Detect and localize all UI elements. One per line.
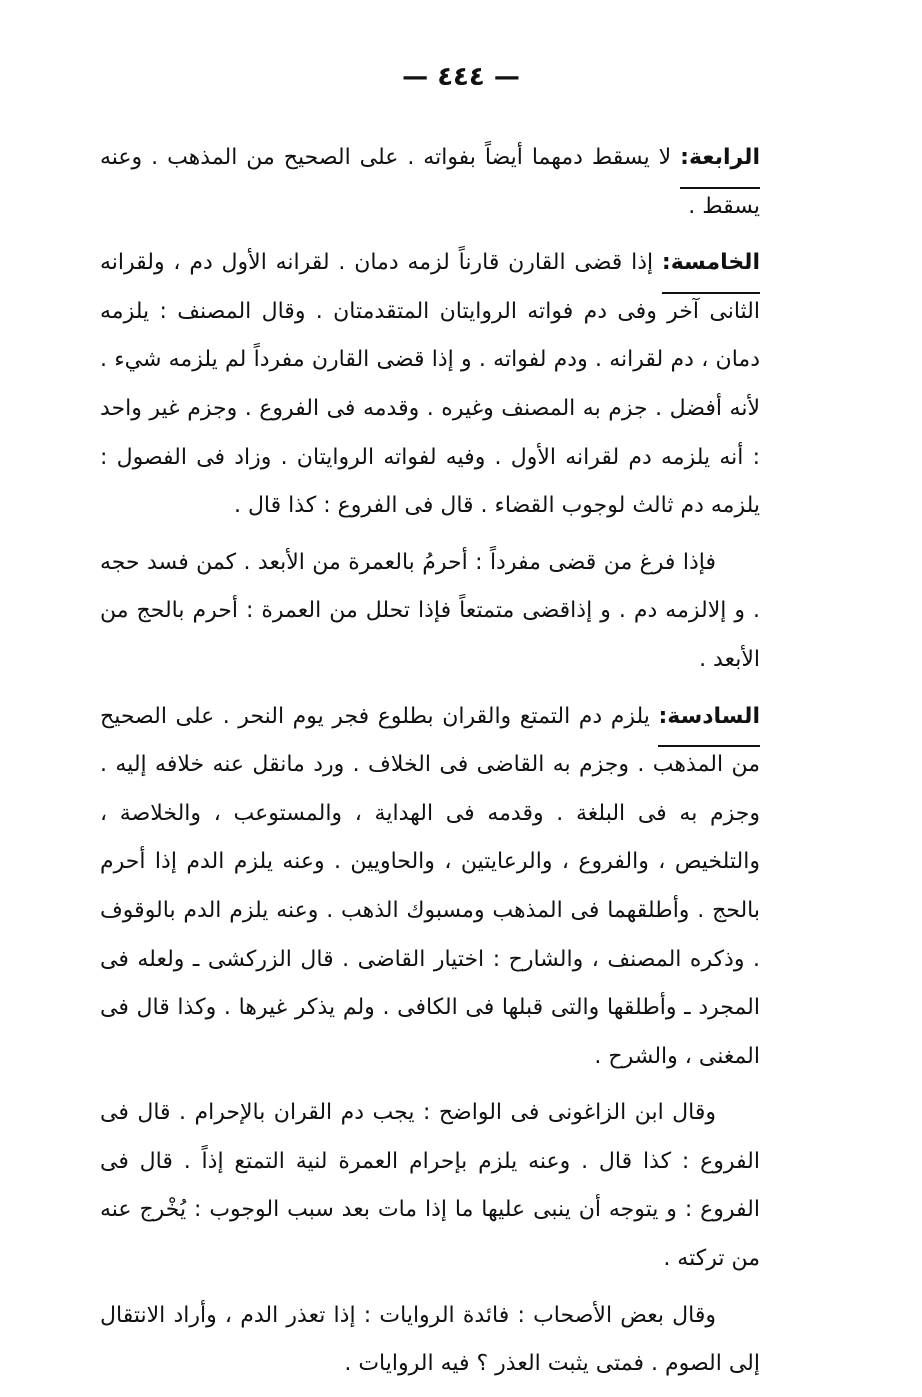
body-text bbox=[100, 134, 760, 1397]
paragraph-zaghuni bbox=[100, 1089, 760, 1283]
paragraph-text: فإذا فرغ من قضى مفرداً : أحرمُ بالعمرة من الأبعد . كمن فسد حجه . و إلالزمه دم . و إذاقضى متمتعاً فإذا تحلل من العمرة : أحرم بالحج من الأبعد . bbox=[100, 549, 760, 672]
section-heading-fifth: الخامسة: bbox=[662, 239, 760, 288]
paragraph-ashab bbox=[100, 1292, 760, 1389]
paragraph-sixth bbox=[100, 693, 760, 1082]
section-heading-fourth: الرابعة: bbox=[680, 134, 760, 183]
page-number: — ٤٤٤ — bbox=[402, 62, 520, 92]
paragraph-text: يلزم دم التمتع والقران بطلوع فجر يوم النحر . على الصحيح من المذهب . وجزم به القاضى فى الخلاف . ورد مانقل عنه خلافه إليه . وجزم به فى البلغة . وقدمه فى الهداية ، والمستوعب ، والخلاصة ، والتلخيص ، والفروع ، والرعايتين ، والحاويين . وعنه يلزم الدم إذا أحرم بالحج . وأطلقهما فى المذهب ومسبوك الذهب . وعنه يلزم الدم بالوقوف . وذكره المصنف ، والشارح : اختيار القاضى . قال الزركشى ـ ولعله فى المجرد ـ وأطلقها والتى قبلها فى الكافى . ولم يذكر غيرها . وكذا قال فى المغنى ، والشرح . bbox=[100, 703, 760, 1069]
section-heading-sixth: السادسة: bbox=[658, 693, 760, 742]
paragraph-text: لا يسقط دمهما أيضاً بفواته . على الصحيح من المذهب . وعنه يسقط . bbox=[100, 145, 760, 219]
paragraph-fifth bbox=[100, 239, 760, 531]
paragraph-qada bbox=[100, 539, 760, 685]
paragraph-text: وقال بعض الأصحاب : فائدة الروايات : إذا تعذر الدم ، وأراد الانتقال إلى الصوم . فمتى يثبت العذر ؟ فيه الروايات . bbox=[100, 1302, 760, 1377]
paragraph-fourth bbox=[100, 134, 760, 231]
paragraph-text: وقال ابن الزاغونى فى الواضح : يجب دم القران بالإحرام . قال فى الفروع : كذا قال . وعنه يلزم بإحرام العمرة لنية التمتع إذاً . قال فى الفروع : و يتوجه أن ينبى عليها ما إذا مات بعد سبب الوجوب : يُخْرج عنه من تركته . bbox=[100, 1100, 760, 1272]
paragraph-text: إذا قضى القارن قارناً لزمه دمان . لقرانه الأول دم ، ولقرانه الثانى آخر وفى دم فواته الروايتان المتقدمتان . وقال المصنف : يلزمه دمان ، دم لقرانه . ودم لفواته . و إذا قضى القارن مفرداً لم يلزمه شيء . لأنه أفضل . جزم به المصنف وغيره . وقدمه فى الفروع . وجزم غير واحد : أنه يلزمه دم لقرانه الأول . وفيه لفواته الروايتان . وزاد فى الفصول : يلزمه دم ثالث لوجوب القضاء . قال فى الفروع : كذا قال . bbox=[100, 250, 760, 519]
